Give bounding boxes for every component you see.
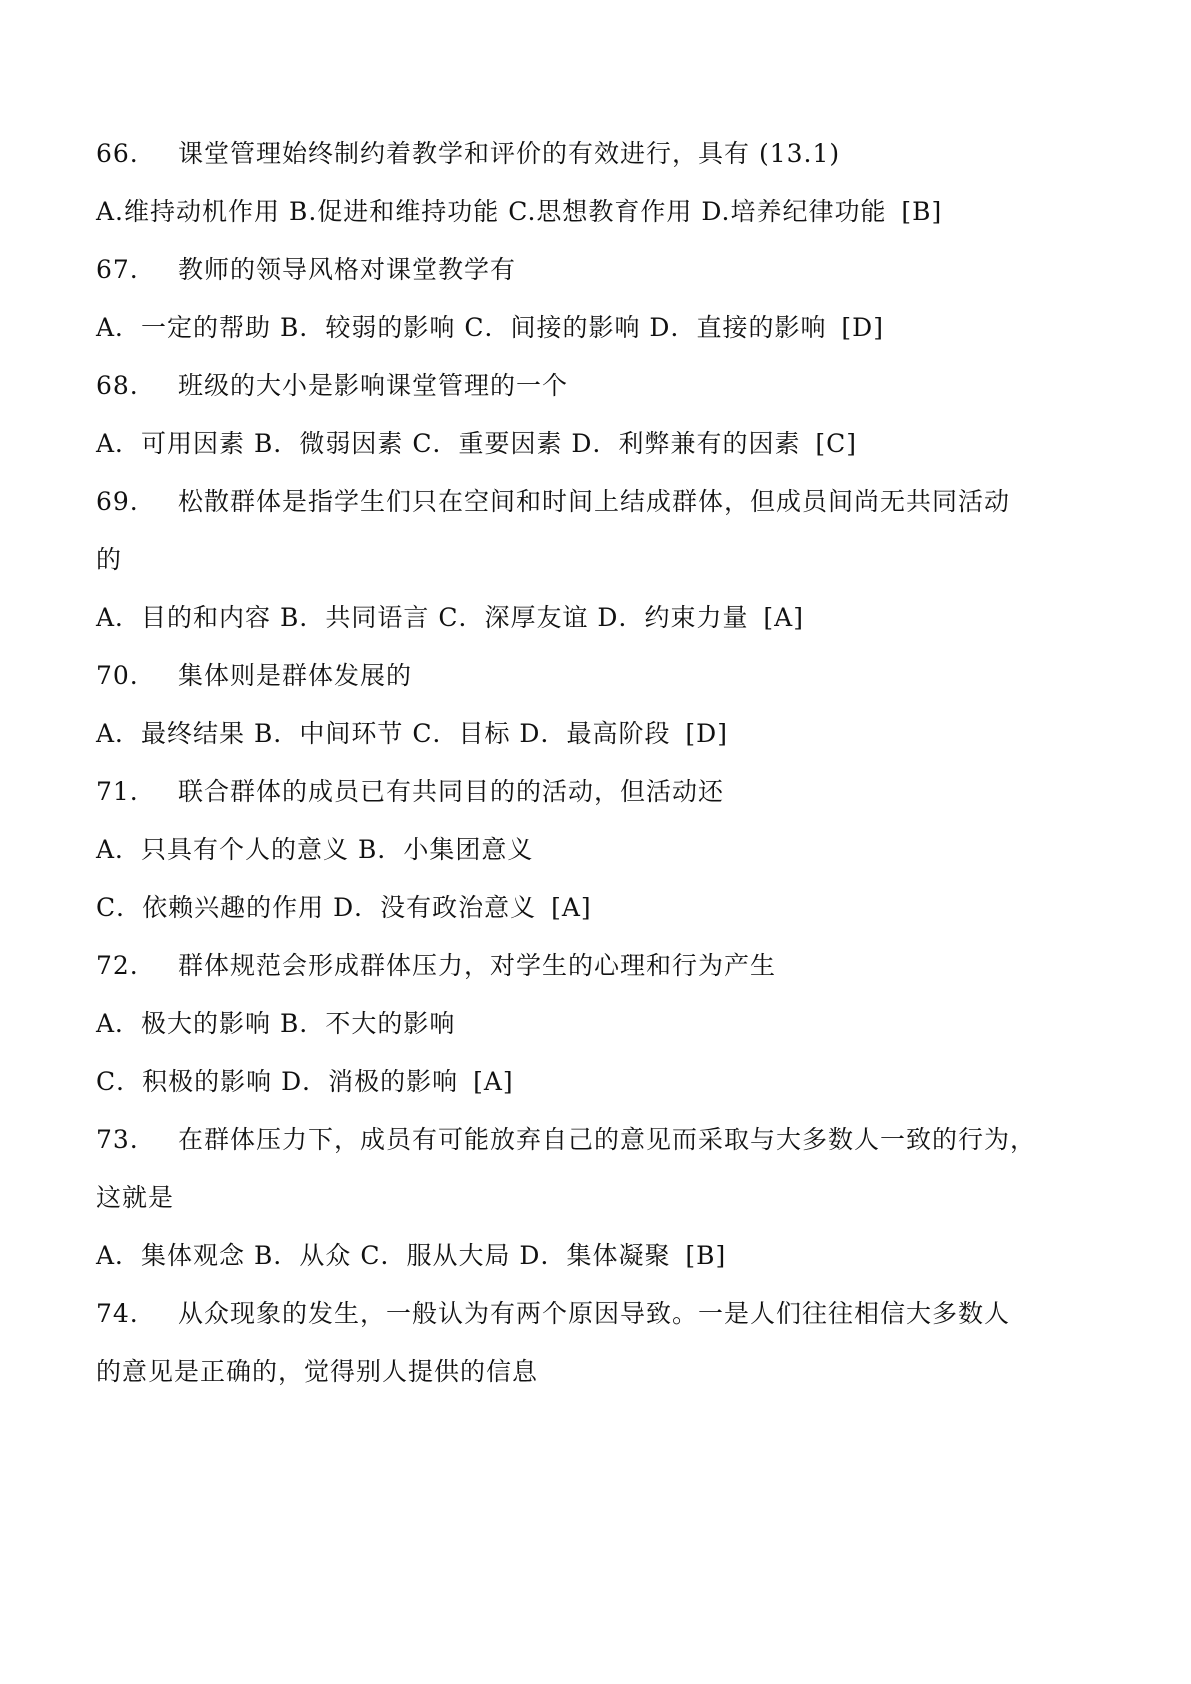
question-69-options (96, 601, 1096, 635)
question-text-continued: 这就是 (96, 1183, 175, 1212)
question-number: 68. (96, 371, 139, 400)
options-text: A.维持动机作用 B.促进和维持功能 C.思想教育作用 D.培养纪律功能 (96, 197, 896, 226)
question-text: 联合群体的成员已有共同目的的活动，但活动还 (178, 777, 725, 806)
question-73-options (96, 1239, 1096, 1273)
question-73-stem (96, 1123, 1096, 1157)
question-73-stem-continued (96, 1181, 1096, 1215)
question-text: 群体规范会形成群体压力，对学生的心理和行为产生 (178, 951, 777, 980)
question-number: 74. (96, 1299, 139, 1328)
question-number: 67. (96, 255, 139, 284)
question-72-options-line-2 (96, 1065, 1096, 1099)
options-text: A．目的和内容 B．共同语言 C．深厚友谊 D．约束力量 (96, 603, 758, 632)
question-number: 73. (96, 1125, 139, 1154)
question-69-stem-continued (96, 543, 1096, 577)
options-text: A．一定的帮助 B．较弱的影响 C．间接的影响 D．直接的影响 (96, 313, 836, 342)
question-number: 69. (96, 487, 139, 516)
answer-key: [A] (763, 603, 804, 632)
options-text: C．积极的影响 D．消极的影响 (96, 1067, 468, 1096)
question-number: 71. (96, 777, 139, 806)
question-66-options (96, 195, 1096, 229)
options-text: A．集体观念 B．从众 C．服从大局 D．集体凝聚 (96, 1241, 680, 1270)
question-69-stem (96, 485, 1096, 519)
question-text: 松散群体是指学生们只在空间和时间上结成群体，但成员间尚无共同活动 (178, 487, 1011, 516)
question-66-stem (96, 137, 1096, 171)
question-72-stem (96, 949, 1096, 983)
question-text: 在群体压力下，成员有可能放弃自己的意见而采取与大多数人一致的行为， (178, 1125, 1037, 1154)
options-text: A．可用因素 B．微弱因素 C．重要因素 D．利弊兼有的因素 (96, 429, 810, 458)
question-71-stem (96, 775, 1096, 809)
question-74-stem-continued (96, 1355, 1096, 1389)
options-text: A．只具有个人的意义 B．小集团意义 (96, 835, 534, 864)
answer-key: [D] (841, 313, 884, 342)
question-text: 教师的领导风格对课堂教学有 (178, 255, 517, 284)
answer-key: [A] (473, 1067, 514, 1096)
answer-key: [D] (685, 719, 728, 748)
question-67-stem (96, 253, 1096, 287)
question-70-options (96, 717, 1096, 751)
answer-key: [C] (815, 429, 858, 458)
question-70-stem (96, 659, 1096, 693)
options-text: C．依赖兴趣的作用 D．没有政治意义 (96, 893, 546, 922)
question-text: 从众现象的发生，一般认为有两个原因导致。一是人们往往相信大多数人 (178, 1299, 1011, 1328)
question-text: 集体则是群体发展的 (178, 661, 413, 690)
options-text: A．极大的影响 B．不大的影响 (96, 1009, 456, 1038)
question-number: 66. (96, 139, 139, 168)
question-number: 70. (96, 661, 139, 690)
question-number: 72. (96, 951, 139, 980)
options-text: A．最终结果 B．中间环节 C．目标 D．最高阶段 (96, 719, 680, 748)
question-72-options-line-1 (96, 1007, 1096, 1041)
question-71-options-line-2 (96, 891, 1096, 925)
question-text: 课堂管理始终制约着教学和评价的有效进行，具有 (13.1) (178, 139, 841, 168)
question-text-continued: 的 (96, 545, 123, 574)
question-67-options (96, 311, 1096, 345)
question-68-options (96, 427, 1096, 461)
answer-key: [B] (685, 1241, 727, 1270)
question-text-continued: 的意见是正确的，觉得别人提供的信息 (96, 1357, 539, 1386)
question-text: 班级的大小是影响课堂管理的一个 (178, 371, 569, 400)
answer-key: [B] (901, 197, 943, 226)
question-74-stem (96, 1297, 1096, 1331)
answer-key: [A] (551, 893, 592, 922)
question-71-options-line-1 (96, 833, 1096, 867)
question-68-stem (96, 369, 1096, 403)
